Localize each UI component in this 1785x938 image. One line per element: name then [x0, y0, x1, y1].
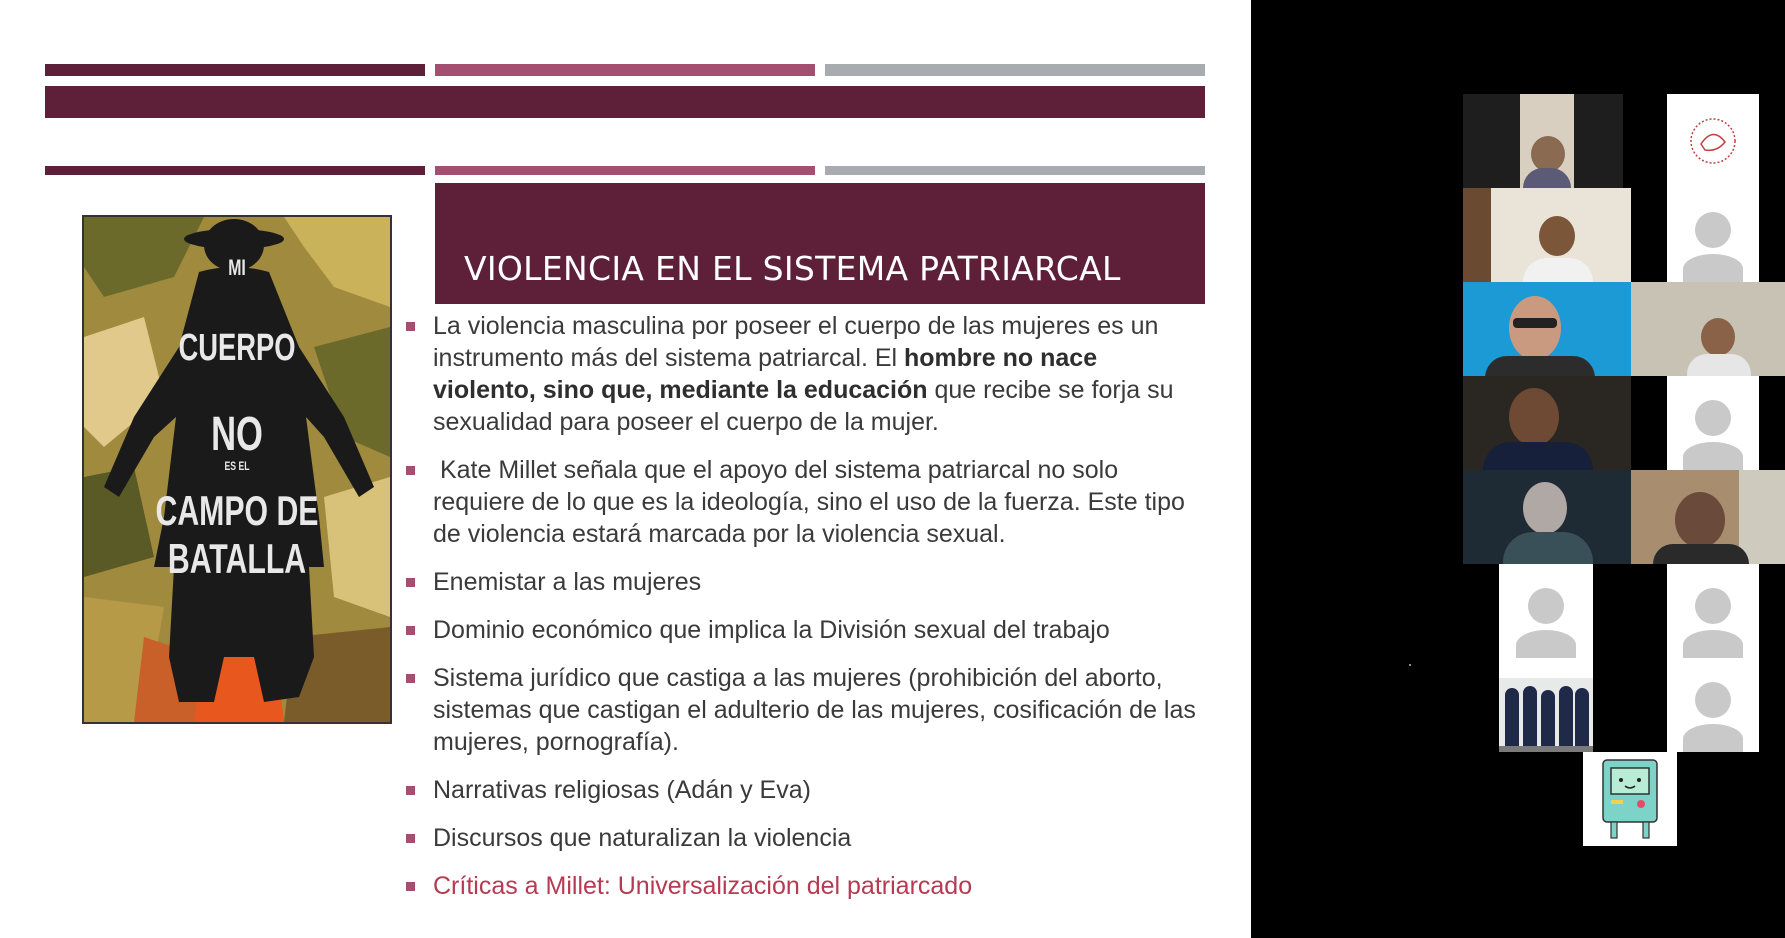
poster-word: MI [228, 255, 246, 280]
avatar-placeholder[interactable] [1667, 188, 1759, 282]
avatar-icon [1695, 212, 1731, 248]
bullet-item: Sistema jurídico que castiga a las mujeres (prohibición del aborto, sistemas que castigan el adulterio de las mujeres, cosificación de las mujeres, pornografía). [403, 662, 1203, 758]
bullet-text: que recibe se forja su sexualidad para poseer el cuerpo de la mujer. [433, 376, 1174, 436]
participant-video[interactable] [1463, 282, 1631, 376]
deco-bar [45, 64, 425, 76]
participant-video[interactable] [1463, 376, 1631, 470]
poster-word: CAMPO DE [155, 487, 319, 534]
avatar-icon [1695, 400, 1731, 436]
video-gallery [1463, 94, 1785, 848]
bullet-item: Enemistar a las mujeres [403, 566, 1203, 598]
logo-icon [1667, 94, 1759, 188]
poster-image [82, 215, 392, 724]
cartoon-avatar-tile[interactable] [1583, 752, 1677, 846]
participant-video[interactable] [1631, 282, 1785, 376]
logo-tile[interactable] [1667, 94, 1759, 188]
deco-bar [825, 166, 1205, 175]
deco-bar [435, 166, 815, 175]
bullet-item: Dominio económico que implica la División sexual del trabajo [403, 614, 1203, 646]
avatar-icon [1695, 682, 1731, 718]
poster-word: NO [211, 408, 263, 461]
avatar-placeholder[interactable] [1667, 564, 1759, 658]
avatar-icon [1528, 588, 1564, 624]
poster-word: CUERPO [178, 327, 296, 369]
deco-bar [825, 64, 1205, 76]
bullet-text: La violencia masculina por poseer el cuerpo de las mujeres es un instrumento más del sistema patriarcal. El [433, 312, 1159, 372]
bullet-item-highlight: Críticas a Millet: Universalización del patriarcado [403, 870, 1203, 902]
group-photo-tile[interactable] [1499, 658, 1593, 752]
poster-word: BATALLA [167, 535, 307, 582]
bullet-item: Discursos que naturalizan la violencia [403, 822, 1203, 854]
participant-video[interactable] [1463, 94, 1623, 188]
deco-bar [435, 64, 815, 76]
bullet-text-bold: hombre no nace violento, sino que, mediante la educación [433, 344, 1098, 404]
bullet-item: Kate Millet señala que el apoyo del sistema patriarcal no solo requiere de lo que es la ideología, sino el uso de la fuerza. Este tipo de violencia estará marcada por la violencia sexual. [403, 454, 1203, 550]
avatar-icon [1695, 588, 1731, 624]
avatar-placeholder[interactable] [1667, 376, 1759, 470]
avatar-placeholder[interactable] [1667, 658, 1759, 752]
avatar-placeholder[interactable] [1499, 564, 1593, 658]
poster-word: ES EL [224, 459, 250, 473]
bullet-item: Narrativas religiosas (Adán y Eva) [403, 774, 1203, 806]
cursor-dot [1409, 664, 1411, 666]
bullet-list [403, 310, 1203, 918]
deco-band [45, 86, 1205, 118]
bullet-item [403, 310, 1203, 438]
participant-video[interactable] [1463, 188, 1631, 282]
robot-avatar-icon [1583, 752, 1677, 846]
title-box [435, 183, 1205, 304]
slide-title: VIOLENCIA EN EL SISTEMA PATRIARCAL [464, 249, 1121, 288]
participant-video[interactable] [1631, 470, 1785, 564]
deco-bar [45, 166, 425, 175]
participant-video[interactable] [1463, 470, 1631, 564]
